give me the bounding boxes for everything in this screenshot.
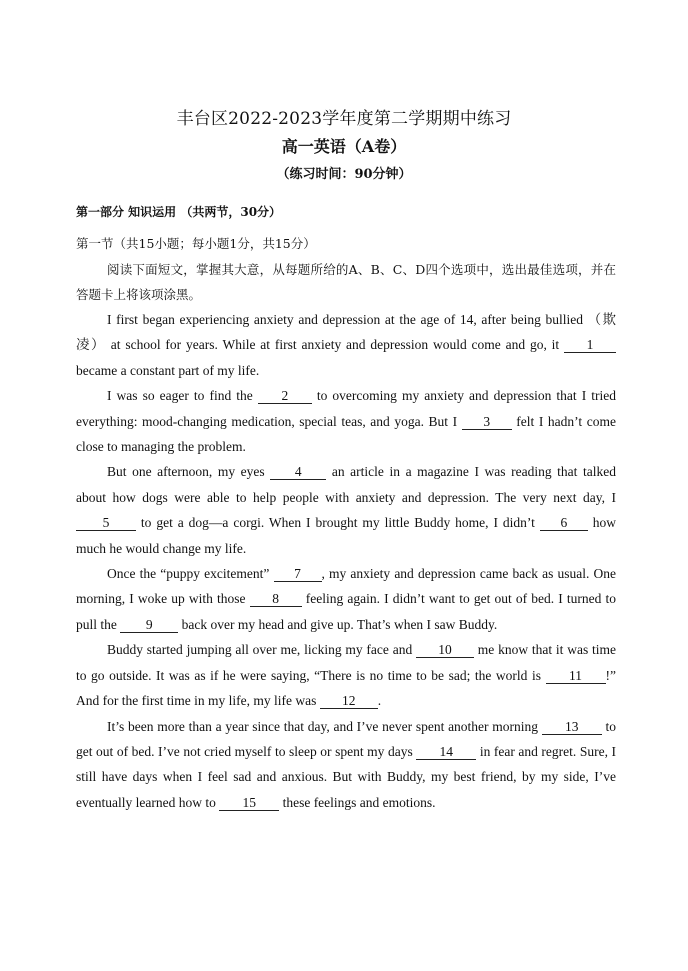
text: back over my head and give up. That’s when I saw Buddy. — [178, 616, 498, 632]
paragraph-3 — [76, 459, 616, 561]
text: to get out of bed. I’ve not cried myself to sleep or spent my days — [76, 718, 616, 759]
blank-9: 9 — [120, 618, 178, 633]
part-heading: 第一部分 知识运用 （共两节，30分） — [76, 205, 282, 219]
passage — [76, 257, 616, 815]
exam-time: （练习时间：90分钟） — [276, 167, 412, 182]
subsection-heading: 第一节（共15小题；每小题1分，共15分） — [76, 236, 316, 251]
text: , my anxiety and depression came back as usual. One morning, I woke up with those — [76, 566, 616, 607]
paragraph-6 — [76, 714, 616, 816]
text: became a constant part of my life. — [76, 362, 260, 378]
text: But one afternoon, my eyes — [107, 464, 271, 480]
blank-7: 7 — [274, 567, 322, 582]
blank-10: 10 — [416, 643, 474, 658]
text: I was so eager to find the — [107, 388, 258, 404]
text: Buddy started jumping all over me, licking my face and — [107, 642, 416, 658]
text: an article in a magazine I was reading that talked about how dogs were able to help people with anxiety and depression. The very next day, I — [76, 464, 616, 505]
blank-5: 5 — [76, 516, 136, 531]
blank-14: 14 — [416, 745, 476, 760]
blank-4: 4 — [270, 465, 326, 480]
text: to overcoming my anxiety and depression that I tried everything: mood-changing medication, special teas, and yoga. But I — [76, 388, 616, 429]
exam-title: 丰台区2022-2023学年度第二学期期中练习 — [176, 109, 512, 129]
blank-12: 12 — [320, 694, 378, 709]
blank-1: 1 — [564, 338, 616, 353]
text: how much he would change my life. — [76, 515, 617, 556]
text: to get a dog—a corgi. When I brought my little Buddy home, I didn’t — [136, 515, 540, 531]
text: feeling again. I didn’t want to get out of bed. I turned to pull the — [76, 591, 616, 632]
exam-subtitle: 高一英语（A卷） — [281, 137, 407, 156]
text: in fear and regret. Sure, I still have days when I feel sad and anxious. But with Buddy, my best friend, by my side, I’ve eventually learned how to — [76, 743, 617, 810]
text: . — [377, 693, 382, 709]
text: felt I hadn’t come close to managing the problem. — [76, 413, 616, 455]
paragraph-4 — [76, 561, 616, 637]
blank-2: 2 — [258, 389, 312, 404]
blank-15: 15 — [219, 796, 279, 811]
paragraph-2 — [76, 383, 616, 459]
instructions: 阅读下面短文，掌握其大意，从每题所给的A、B、C、D四个选项中，选出最佳选项，并在答题卡上将该项涂黑。 — [76, 262, 616, 302]
paragraph-5 — [76, 637, 616, 713]
blank-8: 8 — [250, 592, 302, 607]
text: I first began experiencing anxiety and depression at the age of 14, after being bullied （欺凌） at school for years. While at first anxiety and depression would come and go, it — [76, 312, 616, 353]
text: me know that it was time to go outside. It was as if he were saying, “There is no time to be sad; the world is — [76, 642, 616, 683]
blank-3: 3 — [462, 415, 512, 430]
text: !” And for the first time in my life, my life was — [76, 667, 616, 709]
blank-11: 11 — [546, 669, 606, 684]
text: these feelings and emotions. — [279, 794, 436, 810]
blank-6: 6 — [540, 516, 588, 531]
blank-13: 13 — [542, 720, 602, 735]
text: It’s been more than a year since that day, and I’ve never spent another morning — [107, 718, 542, 734]
paragraph-1 — [76, 307, 616, 383]
text: Once the “puppy excitement” — [107, 566, 274, 582]
